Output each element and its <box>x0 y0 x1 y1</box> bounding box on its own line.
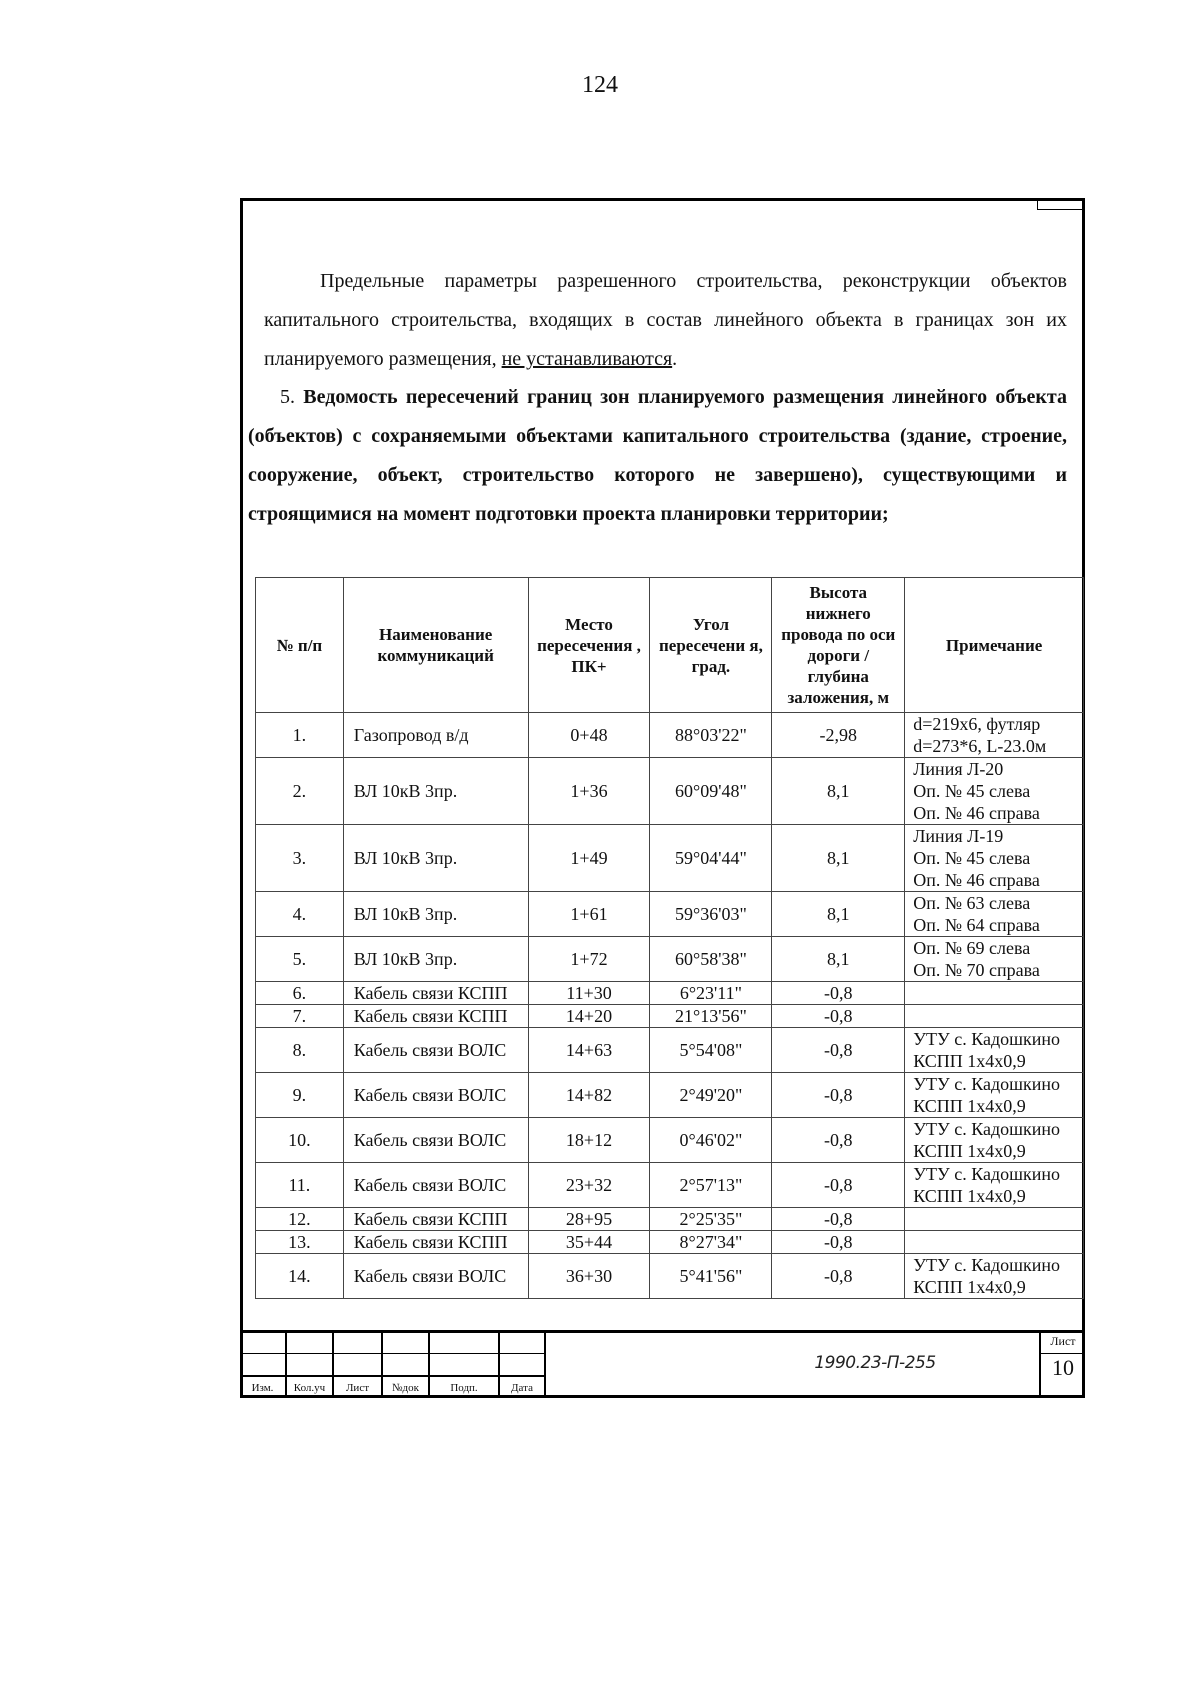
row-location: 11+30 <box>528 982 650 1005</box>
stamp-col-izm <box>240 1333 287 1395</box>
row-number: 9. <box>256 1073 344 1118</box>
row-note-line: УТУ с. Кадошкино <box>913 1164 1060 1184</box>
sheet-number: 10 <box>1052 1355 1074 1380</box>
row-height: 8,1 <box>772 892 905 937</box>
row-name: ВЛ 10кВ 3пр. <box>343 825 528 892</box>
row-note <box>905 1231 1084 1254</box>
stamp-label-ndok: №док <box>392 1382 419 1394</box>
row-name: Кабель связи КСПП <box>343 1208 528 1231</box>
row-number: 13. <box>256 1231 344 1254</box>
row-number: 14. <box>256 1254 344 1299</box>
row-height: 8,1 <box>772 758 905 825</box>
row-number: 3. <box>256 825 344 892</box>
row-note <box>905 713 1084 758</box>
table-row <box>256 713 1084 758</box>
table-row <box>256 1254 1084 1299</box>
row-number: 7. <box>256 1005 344 1028</box>
row-name: Кабель связи ВОЛС <box>343 1118 528 1163</box>
header-height: Высота нижнего провода по оси дороги / глубина заложения, м <box>772 578 905 713</box>
row-angle: 60°09'48" <box>650 758 772 825</box>
row-note <box>905 1208 1084 1231</box>
row-note-line: Оп. № 46 справа <box>913 803 1040 823</box>
stamp-col-kol <box>287 1333 334 1395</box>
row-name: Кабель связи ВОЛС <box>343 1028 528 1073</box>
section-number: 5. <box>280 386 295 408</box>
row-note-line: КСПП 1х4х0,9 <box>913 1096 1026 1116</box>
table-row <box>256 1118 1084 1163</box>
row-note-line: УТУ с. Кадошкино <box>913 1029 1060 1049</box>
stamp-col-podp <box>430 1333 500 1395</box>
row-height: -0,8 <box>772 1231 905 1254</box>
row-height: -0,8 <box>772 1073 905 1118</box>
row-location: 1+72 <box>528 937 650 982</box>
table-row <box>256 1005 1084 1028</box>
header-name: Наименование коммуникаций <box>343 578 528 713</box>
row-location: 1+61 <box>528 892 650 937</box>
table-row <box>256 825 1084 892</box>
row-note <box>905 1028 1084 1073</box>
row-note-line: Оп. № 70 справа <box>913 960 1040 980</box>
row-number: 8. <box>256 1028 344 1073</box>
row-height: -0,8 <box>772 1163 905 1208</box>
row-note <box>905 937 1084 982</box>
row-angle: 59°36'03" <box>650 892 772 937</box>
sheet-box <box>1039 1333 1085 1395</box>
row-angle: 8°27'34" <box>650 1231 772 1254</box>
title-block <box>240 1330 1085 1398</box>
row-location: 14+82 <box>528 1073 650 1118</box>
row-note-line: Оп. № 45 слева <box>913 848 1031 868</box>
row-number: 12. <box>256 1208 344 1231</box>
row-location: 14+20 <box>528 1005 650 1028</box>
row-location: 23+32 <box>528 1163 650 1208</box>
row-note-line: КСПП 1х4х0,9 <box>913 1051 1026 1071</box>
row-note-line: d=219х6, футляр <box>913 714 1041 734</box>
frame-corner-tab <box>1037 201 1082 210</box>
row-note-line: УТУ с. Кадошкино <box>913 1074 1060 1094</box>
row-note-line: Линия Л-20 <box>913 759 1004 779</box>
section-title: Ведомость пересечений границ зон планируемого размещения линейного объекта (объектов) с сохраняемыми объектами капитального строительства (здание, строение, сооружение, объект, строительство которого не завершено), существующими и строящимися на момент подготовки проекта планировки территории; <box>248 386 1068 525</box>
table-row <box>256 1231 1084 1254</box>
row-angle: 6°23'11" <box>650 982 772 1005</box>
row-location: 18+12 <box>528 1118 650 1163</box>
row-name: ВЛ 10кВ 3пр. <box>343 937 528 982</box>
row-number: 6. <box>256 982 344 1005</box>
row-angle: 2°57'13" <box>650 1163 772 1208</box>
stamp-col-ndok <box>383 1333 430 1395</box>
row-note <box>905 758 1084 825</box>
row-note <box>905 982 1084 1005</box>
stamp-label-data: Дата <box>511 1382 533 1394</box>
row-note-line: УТУ с. Кадошкино <box>913 1255 1060 1275</box>
stamp-col-list <box>334 1333 383 1395</box>
row-angle: 2°25'35" <box>650 1208 772 1231</box>
row-note-line: Оп. № 45 слева <box>913 781 1031 801</box>
document-code: 1990.23-П-255 <box>814 1353 936 1373</box>
table-row <box>256 1208 1084 1231</box>
row-name: Кабель связи ВОЛС <box>343 1073 528 1118</box>
header-angle: Угол пересечени я, град. <box>650 578 772 713</box>
table-row <box>256 937 1084 982</box>
section-heading <box>248 378 1067 534</box>
row-location: 0+48 <box>528 713 650 758</box>
limits-end: . <box>672 348 678 370</box>
row-angle: 21°13'56" <box>650 1005 772 1028</box>
row-height: -0,8 <box>772 1005 905 1028</box>
row-height: -0,8 <box>772 982 905 1005</box>
table-row <box>256 1028 1084 1073</box>
limits-text: Предельные параметры разрешенного строительства, реконструкции объектов капитального строительства, входящих в состав линейного объекта в границах зон их планируемого размещения, <box>264 270 1067 370</box>
table-body <box>256 713 1084 1299</box>
row-note-line: УТУ с. Кадошкино <box>913 1119 1060 1139</box>
stamp-label-podp: Подп. <box>450 1382 478 1394</box>
page-number: 124 <box>582 72 618 98</box>
row-note <box>905 1073 1084 1118</box>
row-number: 4. <box>256 892 344 937</box>
row-note <box>905 1163 1084 1208</box>
limits-underlined: не устанавливаются <box>501 348 673 370</box>
table-row <box>256 892 1084 937</box>
row-height: -0,8 <box>772 1208 905 1231</box>
limits-paragraph <box>264 262 1067 379</box>
row-note-line: Оп. № 64 справа <box>913 915 1040 935</box>
row-angle: 60°58'38" <box>650 937 772 982</box>
row-note-line: Оп. № 69 слева <box>913 938 1031 958</box>
row-note-line: КСПП 1х4х0,9 <box>913 1186 1026 1206</box>
stamp-label-list: Лист <box>345 1382 370 1394</box>
stamp-grid <box>240 1333 546 1395</box>
row-number: 10. <box>256 1118 344 1163</box>
row-location: 1+49 <box>528 825 650 892</box>
row-note-line: Линия Л-19 <box>913 826 1004 846</box>
row-angle: 2°49'20" <box>650 1073 772 1118</box>
row-name: Кабель связи ВОЛС <box>343 1254 528 1299</box>
row-number: 1. <box>256 713 344 758</box>
row-note-line: КСПП 1х4х0,9 <box>913 1277 1026 1297</box>
header-note: Примечание <box>905 578 1084 713</box>
row-height: 8,1 <box>772 937 905 982</box>
row-location: 1+36 <box>528 758 650 825</box>
row-note <box>905 825 1084 892</box>
row-note-line: Оп. № 46 справа <box>913 870 1040 890</box>
row-note <box>905 1254 1084 1299</box>
table-header-row <box>256 578 1084 713</box>
table-row <box>256 1163 1084 1208</box>
row-note-line: Оп. № 63 слева <box>913 893 1031 913</box>
stamp-col-data <box>500 1333 546 1395</box>
row-name: Кабель связи КСПП <box>343 1231 528 1254</box>
row-location: 35+44 <box>528 1231 650 1254</box>
row-angle: 59°04'44" <box>650 825 772 892</box>
row-angle: 88°03'22" <box>650 713 772 758</box>
row-angle: 5°54'08" <box>650 1028 772 1073</box>
row-height: -0,8 <box>772 1028 905 1073</box>
row-name: Кабель связи ВОЛС <box>343 1163 528 1208</box>
row-height: -0,8 <box>772 1254 905 1299</box>
row-name: ВЛ 10кВ 3пр. <box>343 758 528 825</box>
row-note <box>905 1118 1084 1163</box>
row-note <box>905 1005 1084 1028</box>
stamp-label-kol: Кол.уч <box>293 1382 326 1394</box>
row-height: 8,1 <box>772 825 905 892</box>
row-name: Кабель связи КСПП <box>343 1005 528 1028</box>
row-name: Газопровод в/д <box>343 713 528 758</box>
row-name: ВЛ 10кВ 3пр. <box>343 892 528 937</box>
row-number: 2. <box>256 758 344 825</box>
row-height: -0,8 <box>772 1118 905 1163</box>
row-note-line: КСПП 1х4х0,9 <box>913 1141 1026 1161</box>
row-location: 14+63 <box>528 1028 650 1073</box>
header-location: Место пересечения , ПК+ <box>528 578 650 713</box>
header-number: № п/п <box>256 578 344 713</box>
row-note-line: d=273*6, L-23.0м <box>913 736 1047 756</box>
table-row <box>256 758 1084 825</box>
table-row <box>256 982 1084 1005</box>
row-number: 5. <box>256 937 344 982</box>
row-angle: 0°46'02" <box>650 1118 772 1163</box>
intersections-table <box>255 577 1084 1299</box>
stamp-label-izm: Изм. <box>251 1382 274 1394</box>
table-row <box>256 1073 1084 1118</box>
row-note <box>905 892 1084 937</box>
row-location: 36+30 <box>528 1254 650 1299</box>
sheet-label: Лист <box>1041 1334 1085 1354</box>
row-name: Кабель связи КСПП <box>343 982 528 1005</box>
row-angle: 5°41'56" <box>650 1254 772 1299</box>
row-location: 28+95 <box>528 1208 650 1231</box>
row-height: -2,98 <box>772 713 905 758</box>
row-number: 11. <box>256 1163 344 1208</box>
